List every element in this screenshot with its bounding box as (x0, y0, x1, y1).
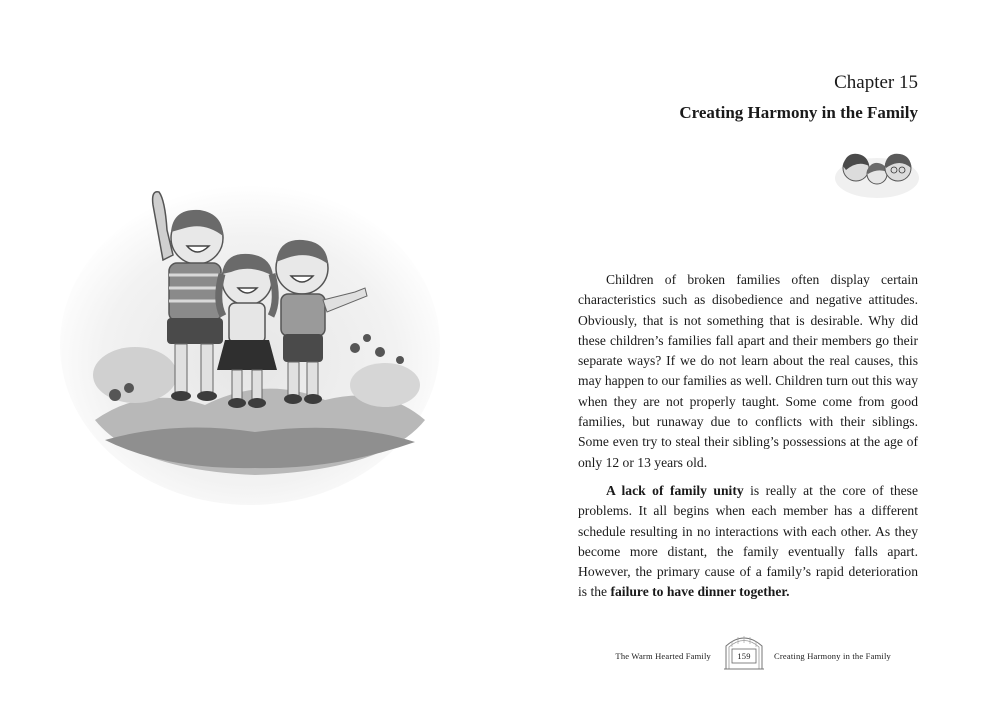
bold-phrase-dinner: failure to have dinner together. (610, 584, 790, 600)
footer-chapter-title: Creating Harmony in the Family (774, 651, 891, 661)
body-text (578, 270, 918, 611)
page-footer (0, 632, 1000, 672)
paragraph-2 (578, 481, 918, 603)
family-faces-icon (834, 144, 920, 200)
paragraph-1-text: Children of broken families often display certain characteristics such as disobedience and negative attitudes. Obviously, that is not something that is desirable. Why did these children’s families fall apart and their members go their separate ways? If we do not learn about the real causes, this may happen to our families as well. Children turn out this way when they are not properly taught. Some come from good families, but runaway due to conflicts with their siblings. Some even try to steal their sibling’s possessions at the age of only 12 or 13 years old. (578, 272, 918, 470)
children-cheering-illustration (55, 170, 445, 510)
paragraph-1 (578, 270, 918, 473)
footer-book-title: The Warm Hearted Family (615, 651, 711, 661)
chapter-number: Chapter 15 (834, 72, 918, 93)
page-number: 159 (737, 651, 751, 661)
chapter-title: Creating Harmony in the Family (679, 103, 918, 122)
right-page (500, 0, 1000, 707)
bold-phrase-family-unity: A lack of family unity (606, 482, 744, 498)
paragraph-2-text: is really at the core of these problems. It all begins when each member has a different schedule resulting in no interactions with each other. As they become more distant, the family eventually falls apart. However, the primary cause of a family’s rapid deterioration is the (578, 482, 918, 600)
